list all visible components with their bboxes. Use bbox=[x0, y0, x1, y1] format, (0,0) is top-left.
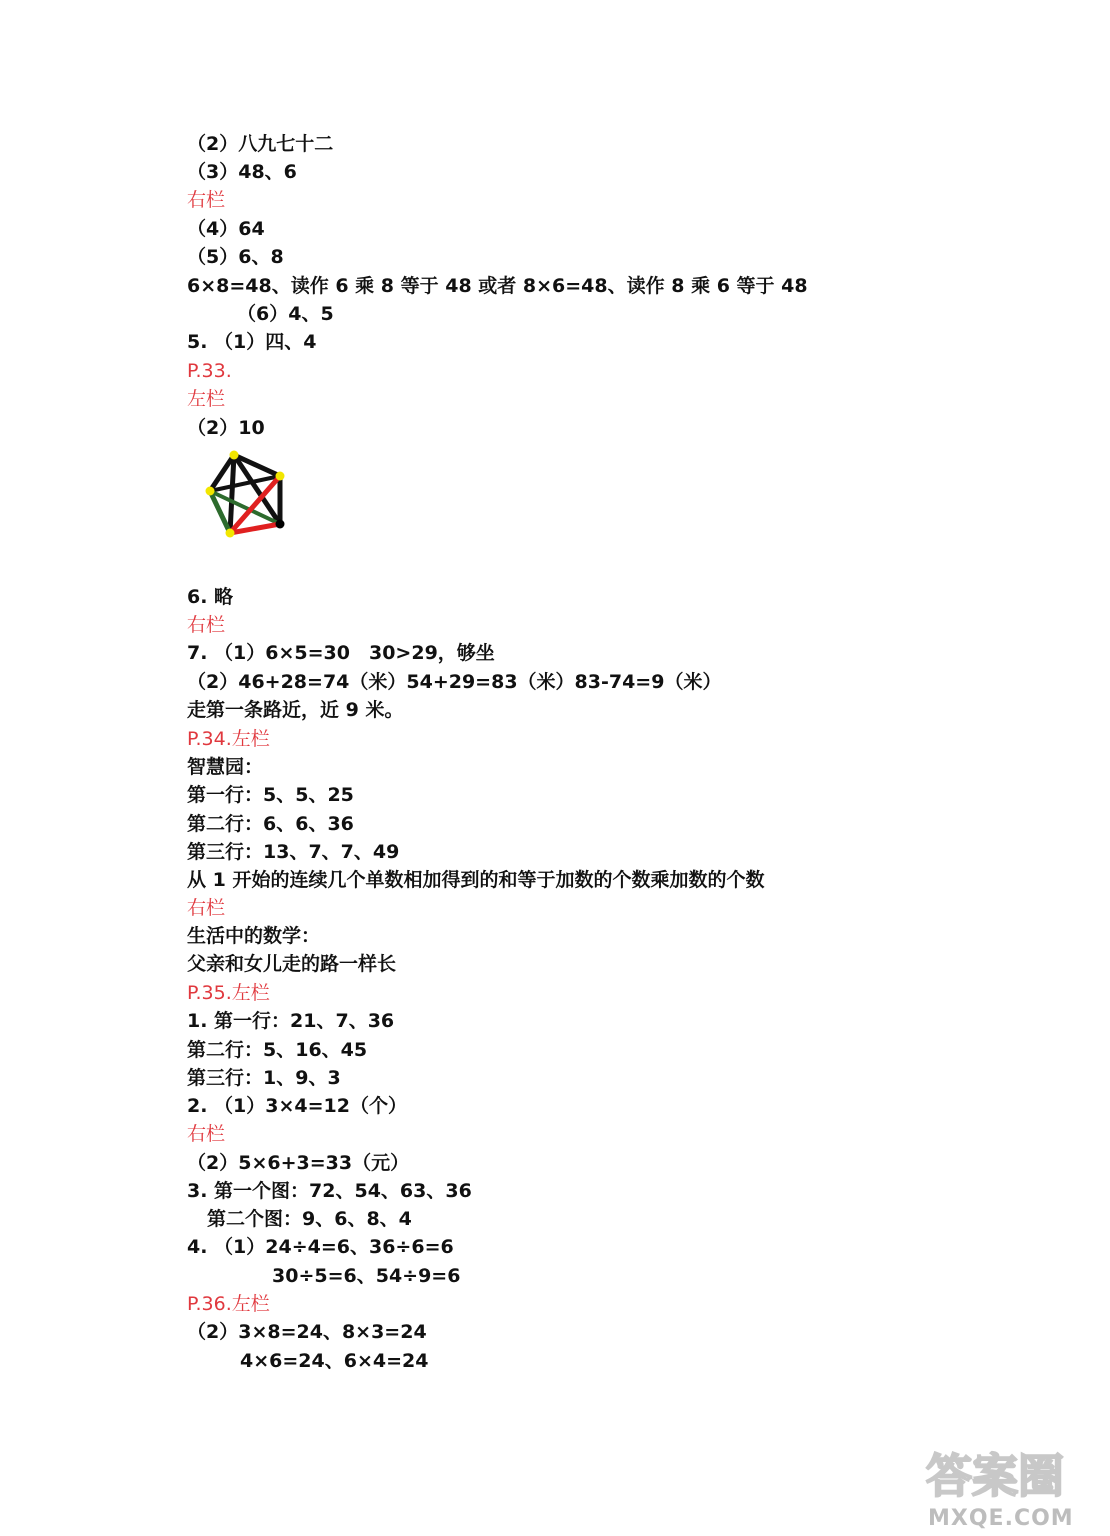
watermark-url: MXQE.COM bbox=[928, 1506, 1074, 1531]
pentagon-edges bbox=[210, 455, 280, 533]
answer-line: 第二个图：9、6、8、4 bbox=[207, 1208, 412, 1230]
answer-line: 2. （1）3×4=12（个） bbox=[187, 1095, 407, 1117]
node bbox=[276, 472, 285, 481]
answer-line: 父亲和女儿走的路一样长 bbox=[187, 953, 397, 975]
answer-line: 6. 略 bbox=[187, 586, 234, 608]
answer-line: 4. （1）24÷4=6、36÷6=6 bbox=[187, 1236, 454, 1258]
answer-line: （2）5×6+3=33（元） bbox=[187, 1152, 410, 1174]
answer-line: （3）48、6 bbox=[187, 161, 297, 183]
page-label: P.36. bbox=[187, 1293, 232, 1315]
section-label: 左栏 bbox=[187, 388, 226, 410]
page-label: P.33. bbox=[187, 360, 232, 382]
section-label: 右栏 bbox=[187, 1123, 226, 1145]
page-label: P.34. bbox=[187, 728, 232, 750]
page-section-header bbox=[187, 1292, 270, 1316]
node bbox=[226, 529, 235, 538]
watermark-logo bbox=[920, 1440, 1100, 1510]
answer-line: 第三行：1、9、3 bbox=[187, 1067, 341, 1089]
page-label: P.35. bbox=[187, 982, 232, 1004]
answer-line: 4×6=24、6×4=24 bbox=[240, 1350, 429, 1372]
answer-line: 5. （1）四、4 bbox=[187, 331, 317, 353]
answer-line: （5）6、8 bbox=[187, 246, 284, 268]
answer-line: 6×8=48、读作 6 乘 8 等于 48 或者 8×6=48、读作 8 乘 6 等于 48 bbox=[187, 275, 808, 297]
answer-line: （2）10 bbox=[187, 417, 265, 439]
section-label: 右栏 bbox=[187, 189, 226, 211]
answer-line: 1. 第一行：21、7、36 bbox=[187, 1010, 395, 1032]
section-label: 左栏 bbox=[231, 982, 270, 1004]
page-section-header bbox=[187, 727, 270, 751]
pentagon-connection-diagram bbox=[196, 446, 296, 546]
answer-line: 7. （1）6×5=30 30>29，够坐 bbox=[187, 642, 495, 664]
answer-line: 第三行：13、7、7、49 bbox=[187, 841, 400, 863]
section-label: 右栏 bbox=[187, 897, 226, 919]
node bbox=[230, 451, 239, 460]
edge bbox=[230, 455, 234, 533]
answer-line: 第二行：5、16、45 bbox=[187, 1039, 368, 1061]
answer-line: 30÷5=6、54÷9=6 bbox=[272, 1265, 461, 1287]
node bbox=[206, 487, 215, 496]
answer-line: （2）3×8=24、8×3=24 bbox=[187, 1321, 427, 1343]
answer-line: 第一行：5、5、25 bbox=[187, 784, 354, 806]
answer-line: 走第一条路近，近 9 米。 bbox=[187, 699, 404, 721]
section-label: 左栏 bbox=[231, 728, 270, 750]
answer-line: 从 1 开始的连续几个单数相加得到的和等于加数的个数乘加数的个数 bbox=[187, 869, 765, 891]
answer-line: （6）4、5 bbox=[237, 303, 334, 325]
answer-line: （2）八九七十二 bbox=[187, 133, 334, 155]
answer-line: （2）46+28=74（米）54+29=83（米）83-74=9（米） bbox=[187, 671, 722, 693]
answer-line: 第二行：6、6、36 bbox=[187, 813, 354, 835]
watermark-logo-text: 答案圈 bbox=[926, 1449, 1064, 1503]
node bbox=[276, 520, 285, 529]
section-label: 右栏 bbox=[187, 614, 226, 636]
page-section-header bbox=[187, 981, 270, 1005]
answer-line: 生活中的数学： bbox=[187, 925, 321, 947]
answer-line: 智慧园： bbox=[187, 756, 264, 778]
answer-line: （4）64 bbox=[187, 218, 265, 240]
section-label: 左栏 bbox=[231, 1293, 270, 1315]
answer-line: 3. 第一个图：72、54、63、36 bbox=[187, 1180, 472, 1202]
